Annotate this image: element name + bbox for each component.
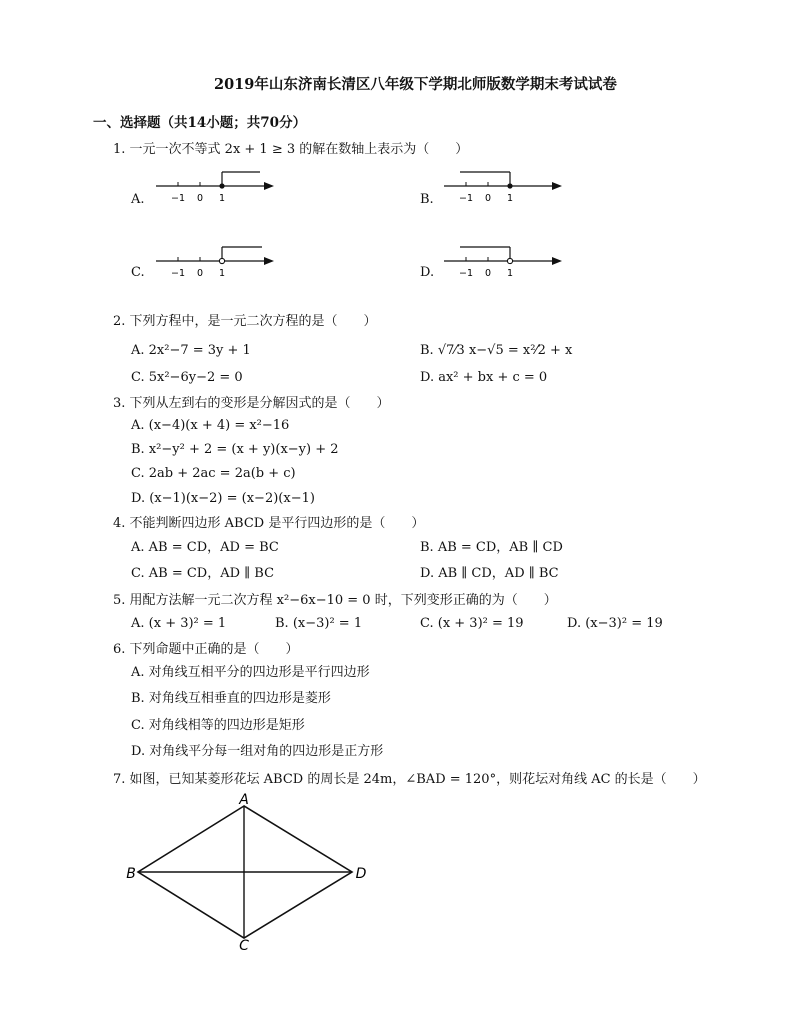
tick-label: −1 [170,193,186,204]
question-5-stem: 5. 用配方法解一元二次方程 x²−6x−10 = 0 时，下列变形正确的为（ ） [113,593,557,608]
tick-label: 0 [196,193,204,204]
tick-label: 1 [506,193,514,204]
tick-label: 1 [506,268,514,279]
q2-option-b[interactable]: B. √7⁄3 x−√5 = x²⁄2 + x [420,343,573,358]
q5-option-a[interactable]: A. (x + 3)² = 1 [131,616,227,631]
question-6-stem: 6. 下列命题中正确的是（ ） [113,642,299,657]
q6-option-a[interactable]: A. 对角线互相平分的四边形是平行四边形 [131,665,370,680]
vertex-label-d: D [355,866,367,882]
q1-option-b-number-line [438,168,568,208]
tick-label: −1 [170,268,186,279]
q5-option-c[interactable]: C. (x + 3)² = 19 [420,616,524,631]
q4-option-b[interactable]: B. AB = CD，AB ∥ CD [420,540,563,555]
q6-option-b[interactable]: B. 对角线互相垂直的四边形是菱形 [131,691,331,706]
q3-option-a[interactable]: A. (x−4)(x + 4) = x²−16 [131,418,290,433]
q3-option-b[interactable]: B. x²−y² + 2 = (x + y)(x−y) + 2 [131,442,339,457]
question-3-stem: 3. 下列从左到右的变形是分解因式的是（ ） [113,396,390,411]
question-7-stem: 7. 如图，已知某菱形花坛 ABCD 的周长是 24m，∠BAD = 120°，则花坛对角线 AC 的长是（ ） [113,772,706,787]
rhombus-figure [118,792,378,952]
q6-option-c[interactable]: C. 对角线相等的四边形是矩形 [131,718,305,733]
q5-option-b[interactable]: B. (x−3)² = 1 [275,616,363,631]
q2-option-d[interactable]: D. ax² + bx + c = 0 [420,370,548,385]
tick-label: 1 [218,193,226,204]
q4-option-d[interactable]: D. AB ∥ CD，AD ∥ BC [420,566,559,581]
tick-label: −1 [458,268,474,279]
vertex-label-a: A [239,792,249,808]
tick-label: 1 [218,268,226,279]
q1-option-c-label[interactable]: C. [131,265,145,280]
vertex-label-c: C [239,938,249,952]
q3-option-c[interactable]: C. 2ab + 2ac = 2a(b + c) [131,466,296,481]
tick-label: −1 [458,193,474,204]
q1-option-a-label[interactable]: A. [131,192,145,207]
q1-option-b-label[interactable]: B. [420,192,434,207]
page-title: 2019年山东济南长清区八年级下学期北师版数学期末考试试卷 [214,76,617,93]
q1-option-a-number-line [150,168,280,208]
question-1-stem: 1. 一元一次不等式 2x + 1 ≥ 3 的解在数轴上表示为（ ） [113,142,469,157]
q2-option-a[interactable]: A. 2x²−7 = 3y + 1 [131,343,251,358]
q3-option-d[interactable]: D. (x−1)(x−2) = (x−2)(x−1) [131,491,315,506]
q1-option-d-label[interactable]: D. [420,265,435,280]
tick-label: 0 [196,268,204,279]
question-4-stem: 4. 不能判断四边形 ABCD 是平行四边形的是（ ） [113,516,425,531]
tick-label: 0 [484,193,492,204]
q6-option-d[interactable]: D. 对角线平分每一组对角的四边形是正方形 [131,744,384,759]
vertex-label-b: B [126,866,136,882]
section-heading: 一、选择题（共14小题；共70分） [93,115,307,131]
q4-option-c[interactable]: C. AB = CD，AD ∥ BC [131,566,275,581]
q1-option-d-number-line [438,243,568,283]
q1-option-c-number-line [150,243,280,283]
q4-option-a[interactable]: A. AB = CD，AD = BC [131,540,279,555]
q5-option-d[interactable]: D. (x−3)² = 19 [567,616,663,631]
tick-label: 0 [484,268,492,279]
q2-option-c[interactable]: C. 5x²−6y−2 = 0 [131,370,243,385]
question-2-stem: 2. 下列方程中，是一元二次方程的是（ ） [113,314,377,329]
